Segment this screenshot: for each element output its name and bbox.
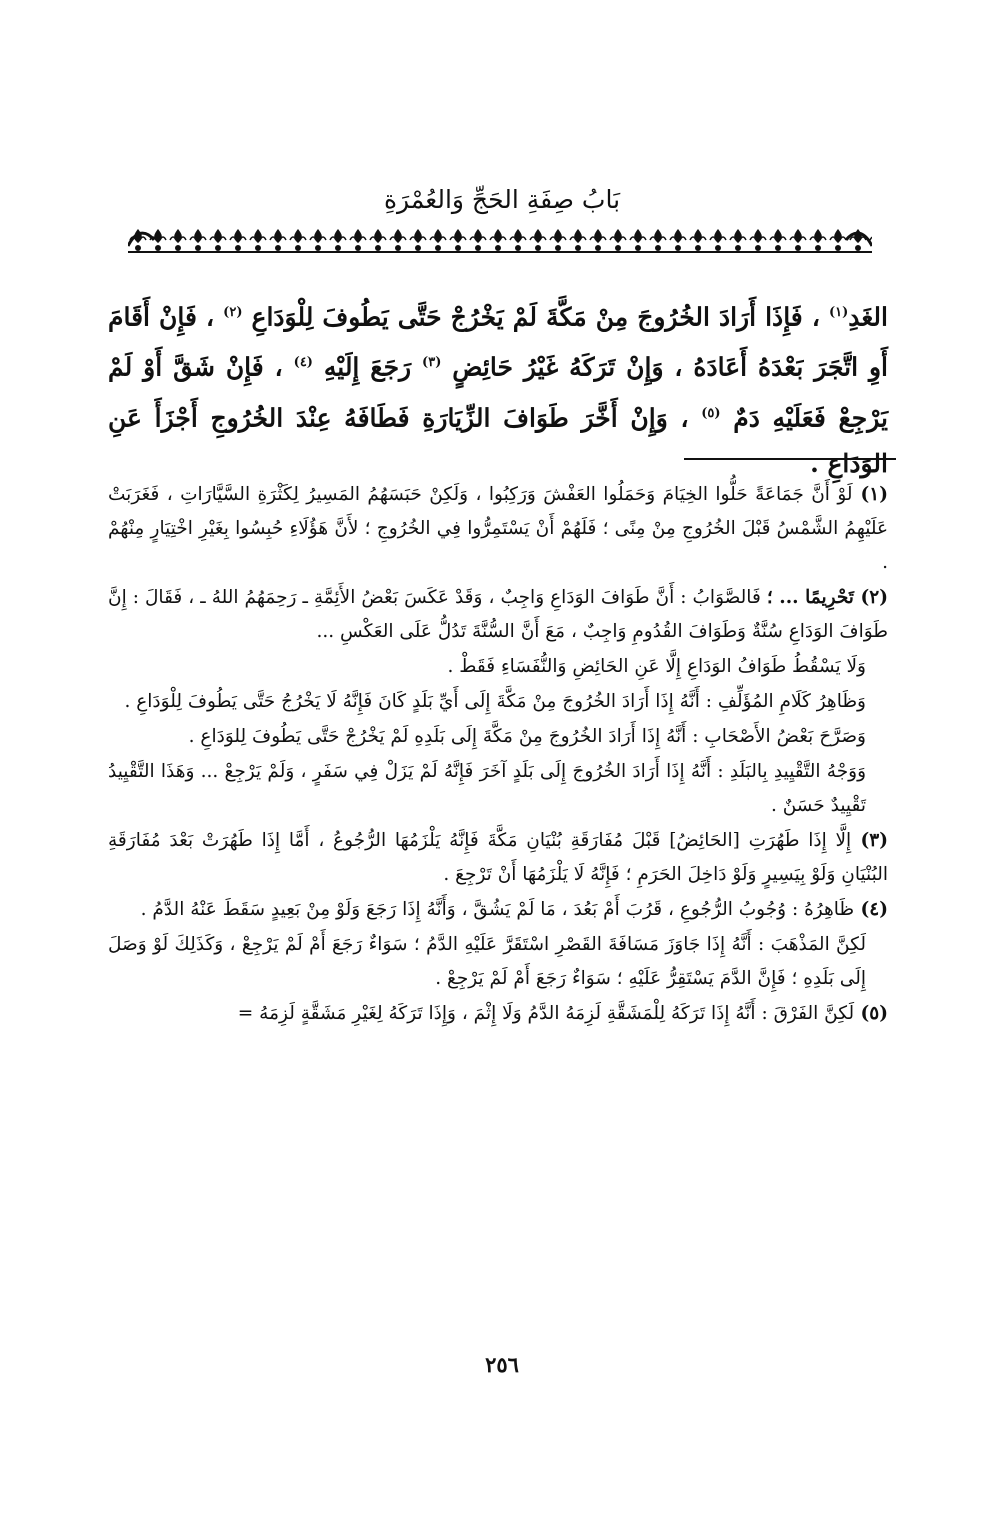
footnote-ref-5[interactable]: (٥): [701, 405, 721, 421]
footnote-ref-4[interactable]: (٤): [293, 355, 313, 371]
main-text-segment: ، فَإِنْ شَقَّ أَوْ لَمْ يَرْجِعْ فَعَلَيْهِ دَمٌ: [108, 352, 889, 432]
footnote-ref-3[interactable]: (٣): [422, 355, 442, 371]
footnote-number: ( ٤ ): [854, 899, 888, 920]
footnote-1: [108, 478, 888, 580]
footnote-4: [108, 893, 888, 927]
footnote-4-paragraph: لَكِنَّ المَذْهَبَ : أَنَّهُ إِذَا جَاوَزَ مَسَافَةَ القَصْرِ اسْتَقَرَّ عَلَيْهِ الدَّمُ ؛ سَوَاءٌ رَجَعَ أَمْ لَمْ يَرْجِعْ ، وَكَذَلِكَ لَوْ وَصَلَ إِلَى بَلَدِهِ ؛ فَإِنَّ الدَّمَ يَسْتَقِرُّ عَلَيْهِ ؛ سَوَاءٌ رَجَعَ أَمْ لَمْ يَرْجِعْ .: [108, 934, 866, 989]
footnote-ref-2[interactable]: (٢): [223, 305, 243, 320]
footnote-2-paragraph: وَصَرَّحَ بَعْضُ الأَصْحَابِ : أَنَّهُ إِذَا أَرَادَ الخُرُوجَ مِنْ مَكَّةَ إِلَى بَلَدِهِ لَمْ يَخْرُجْ حَتَّى يَطُوفَ لِلوَدَاعِ .: [188, 726, 866, 747]
footnote-2-paragraph: وَظَاهِرُ كَلَامِ المُؤَلِّفِ : أَنَّهُ إِذَا أَرَادَ الخُرُوجَ مِنْ مَكَّةَ إِلَى أَيِّ بَلَدٍ كَانَ فَإِنَّهُ لَا يَخْرُجُ حَتَّى يَطُوفَ لِلْوَدَاعِ .: [124, 691, 866, 712]
footnote-number: ( ٣ ): [851, 830, 888, 851]
footnote-text: لَوْ أَنَّ جَمَاعَةً حَلُّوا الخِيَامَ وَحَمَلُوا العَفْشَ وَرَكِبُوا ، وَلَكِنْ حَبَسَهُمُ المَسِيرُ لِكَثْرَةِ السَّيَّارَاتِ ، فَغَرَبَتْ عَلَيْهِمُ الشَّمْسُ قَبْلَ الخُرُوجِ مِنْ مِنًى ؛ فَلَهُمْ أَنْ يَسْتَمِرُّوا فِي الخُرُوجِ ؛ لأَنَّ هَؤُلَاءِ حُبِسُوا بِغَيْرِ اخْتِيَارٍ مِنْهُمْ .: [108, 484, 888, 573]
footnotes: [108, 478, 888, 1032]
footnote-2-paragraph: وَوَجْهُ التَّقْيِيدِ بِالبَلَدِ : أَنَّهُ إِذَا أَرَادَ الخُرُوجَ إِلَى بَلَدٍ آخَرَ فَإِنَّهُ لَمْ يَزَلْ فِي سَفَرٍ ، وَلَمْ يَرْجِعْ ... وَهَذَا التَّقْيِيدُ تَقْيِيدٌ حَسَنٌ .: [108, 761, 866, 816]
footnote-number: ( ٥ ): [854, 1003, 888, 1024]
footnote-2: [108, 581, 888, 649]
main-text-segment: ، فَإِنْ أَقَامَ أَوِ اتَّجَرَ بَعْدَهُ أَعَادَهُ ، وَإِنْ تَرَكَهُ غَيْرُ حَائِضٍ: [108, 302, 888, 382]
footnote-text: إِلَّا إِذَا طَهُرَتِ [الحَائِضُ] قَبْلَ مُفَارَقَةِ بُنْيَانِ مَكَّةَ فَإِنَّهُ يَلْزَمُهَا الرُّجُوعُ ، أَمَّا إِذَا طَهُرَتْ بَعْدَ مُفَارَقَةِ البُنْيَانِ وَلَوْ بِيَسِيرٍ وَلَوْ دَاخِلَ الحَرَمِ ؛ فَإِنَّهُ لَا يَلْزَمُهَا أَنْ تَرْجِعَ .: [108, 830, 888, 885]
footnote-3: [108, 824, 888, 892]
footnote-number: ( ١ ): [853, 484, 888, 505]
footnote-ref-1[interactable]: (١): [828, 305, 849, 320]
footnote-5: [108, 997, 888, 1031]
main-text-segment: الغَدِ: [848, 302, 888, 332]
main-text-segment: رَجَعَ إِلَيْهِ: [312, 352, 423, 382]
footnote-text: لَكِنَّ الفَرْقَ : أَنَّهُ إِذَا تَرَكَهُ لِلْمَشَقَّةِ لَزِمَهُ الدَّمُ وَلَا إِثْمَ ، وَإِذَا تَرَكَهُ لِغَيْرِ مَشَقَّةٍ لَزِمَهُ =: [237, 1003, 855, 1024]
footnote-number: ( ٢ ): [854, 587, 888, 608]
decorative-border: [128, 226, 872, 254]
footnote-separator: [684, 458, 896, 460]
main-text-segment: ، وَإِنْ أَخَّرَ طَوَافَ الزِّيَارَةِ فَطَافَهُ عِنْدَ الخُرُوجِ أَجْزَأَ عَنِ الوَدَاعِ .: [108, 402, 888, 478]
footnote-2-paragraph: وَلَا يَسْقُطُ طَوَافُ الوَدَاعِ إِلَّا عَنِ الحَائِضِ وَالنُّفَسَاءِ فَقَطْ .: [447, 656, 866, 677]
footnote-label: تَحْرِيمًا ... ؛: [766, 587, 854, 608]
chapter-title: بَابُ صِفَةِ الحَجِّ وَالعُمْرَةِ: [383, 185, 621, 214]
footnote-text: ظَاهِرُهُ : وُجُوبُ الرُّجُوعِ ، قَرُبَ أَمْ بَعُدَ ، مَا لَمْ يَشُقَّ ، وَأَنَّهُ إِذَا رَجَعَ وَلَوْ مِنْ بَعِيدٍ سَقَطَ عَنْهُ الدَّمُ .: [140, 899, 855, 920]
page-number: ٢٥٦: [485, 1352, 519, 1377]
footnote-text: فَالصَّوَابُ : أَنَّ طَوَافَ الوَدَاعِ وَاجِبٌ ، وَقَدْ عَكَسَ بَعْضُ الأَئِمَّةِ ـ رَحِمَهُمُ اللهُ ـ ، فَقَالَ : إِنَّ طَوَافَ الوَدَاعِ سُنَّةٌ وَطَوَافَ القُدُومِ وَاجِبٌ ، مَعَ أَنَّ السُّنَّةَ تَدُلُّ عَلَى العَكْسِ ...: [108, 587, 888, 642]
main-text-segment: ، فَإِذَا أَرَادَ الخُرُوجَ مِنْ مَكَّةَ لَمْ يَخْرُجْ حَتَّى يَطُوفَ لِلْوَدَاعِ: [242, 302, 829, 332]
